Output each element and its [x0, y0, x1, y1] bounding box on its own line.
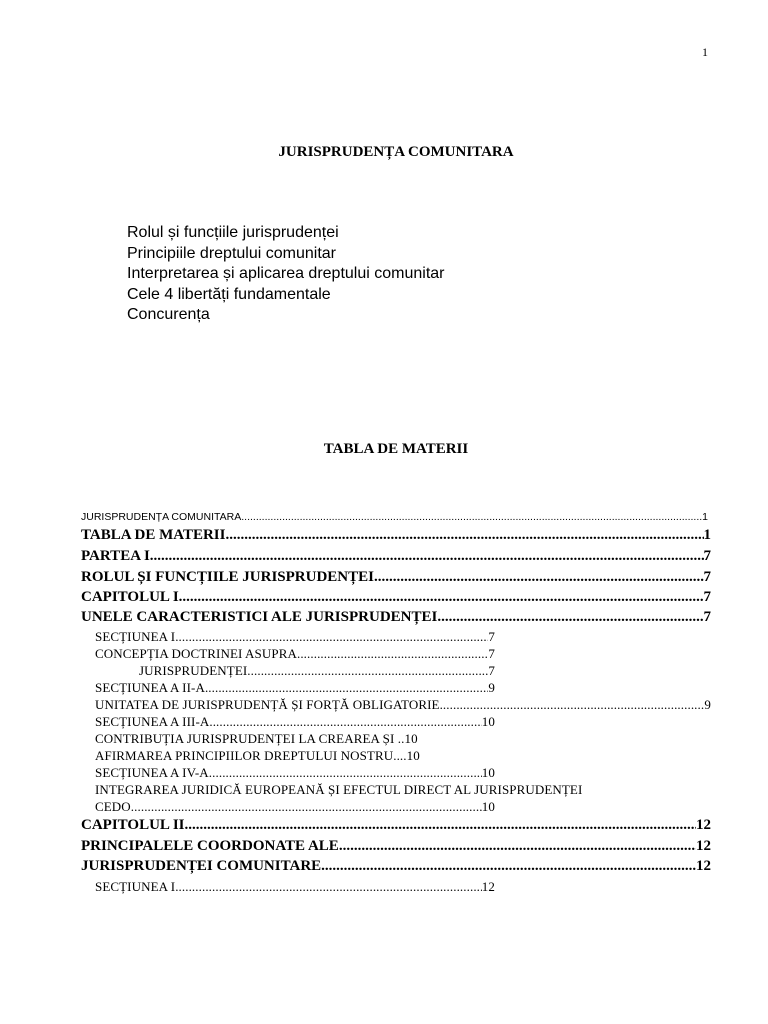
- toc-title: TABLA DE MATERII: [323, 441, 469, 457]
- toc-entry-text: AFIRMAREA PRINCIPIILOR DREPTULUI NOSTRU....: [95, 748, 407, 763]
- toc-leader: [179, 589, 704, 606]
- toc-leader: [225, 527, 703, 544]
- toc-leader: [241, 511, 702, 523]
- toc-entry[interactable]: [95, 697, 711, 713]
- toc-entry-page: 10: [406, 748, 420, 763]
- toc-entry-page: 10: [404, 731, 418, 746]
- toc-entry-page: 12: [696, 838, 711, 854]
- toc-entry-text: ROLUL ȘI FUNCȚIILE JURISPRUDENȚEI: [81, 569, 374, 585]
- toc-entry-page: 10: [481, 799, 495, 814]
- toc-entry-text: UNELE CARACTERISTICI ALE JURISPRUDENȚEI: [81, 609, 438, 625]
- toc-entry-text: TABLA DE MATERII: [81, 527, 226, 543]
- toc-entry[interactable]: [81, 569, 711, 586]
- toc-leader: [339, 838, 696, 855]
- toc-leader: [185, 817, 696, 834]
- topic-item: Rolul și funcțiile jurisprudenței: [127, 224, 339, 241]
- toc-entry[interactable]: [95, 765, 495, 781]
- toc-entry-page: 7: [703, 589, 711, 605]
- toc-entry[interactable]: [81, 609, 711, 626]
- toc-entry[interactable]: [81, 511, 708, 523]
- toc-entry-text: PARTEA I: [81, 548, 150, 564]
- toc-entry-page: 1: [702, 511, 708, 523]
- toc-entry-text: SECȚIUNEA I: [95, 629, 176, 644]
- topic-item: Principiile dreptului comunitar: [127, 244, 336, 262]
- toc-entry[interactable]: [95, 680, 495, 696]
- toc-leader: [175, 629, 488, 645]
- toc-entry[interactable]: [81, 548, 711, 565]
- toc-entry-text: JURISPRUDENȚEI COMUNITARE: [81, 858, 322, 874]
- topic-item: Concurența: [127, 306, 210, 323]
- toc-entry[interactable]: [95, 799, 495, 815]
- toc-entry[interactable]: [95, 731, 495, 747]
- toc-entry-page: 12: [481, 879, 495, 894]
- toc-entry-page: 7: [488, 646, 495, 661]
- toc-leader: [150, 548, 704, 565]
- toc-entry-text: SECȚIUNEA A IV-A: [95, 765, 209, 780]
- toc-leader: [437, 609, 703, 626]
- toc-entry-text: CAPITOLUL I: [81, 589, 179, 605]
- toc-entry[interactable]: [81, 838, 711, 855]
- toc-entry-page: 7: [703, 609, 711, 625]
- toc-entry[interactable]: [95, 714, 495, 730]
- toc-entry-text: SECȚIUNEA A II-A: [95, 680, 205, 695]
- toc-entry[interactable]: [81, 817, 711, 834]
- document-title: JURISPRUDENȚA COMUNITARA: [278, 144, 514, 160]
- toc-entry-page: 12: [696, 817, 711, 833]
- toc-entry[interactable]: [139, 663, 495, 679]
- toc-entry-page: 7: [703, 569, 711, 585]
- toc-entry-text: CAPITOLUL II: [81, 817, 185, 833]
- toc-entry[interactable]: [95, 646, 495, 662]
- toc-entry-page: 7: [703, 548, 711, 564]
- toc-entry-text: JURISPRUDENȚEI: [139, 663, 248, 678]
- toc-leader: [209, 714, 481, 730]
- toc-entry-page: 7: [488, 629, 495, 644]
- toc-leader: [297, 646, 488, 662]
- toc-entry[interactable]: [81, 589, 711, 606]
- toc-entry[interactable]: [95, 879, 495, 895]
- toc-leader: [175, 879, 482, 895]
- toc-entry-text: PRINCIPALELE COORDONATE ALE: [81, 838, 339, 854]
- toc-entry-text: CONTRIBUȚIA JURISPRUDENȚEI LA CREAREA ȘI ..: [95, 731, 405, 746]
- topic-item: Cele 4 libertăți fundamentale: [127, 285, 331, 303]
- toc-entry-text: CEDO: [95, 799, 131, 814]
- toc-entry-page: 9: [704, 697, 711, 712]
- toc-leader: [209, 765, 482, 781]
- toc-entry-page: 1: [703, 527, 711, 543]
- toc-leader: [205, 680, 488, 696]
- toc-entry[interactable]: [81, 858, 711, 875]
- toc-leader: [440, 697, 705, 713]
- toc-entry-page: 7: [488, 663, 495, 678]
- toc-entry-text: CONCEPȚIA DOCTRINEI ASUPRA: [95, 646, 297, 661]
- toc-entry-text: UNITATEA DE JURISPRUDENȚĂ ȘI FORȚĂ OBLIGATORIE: [95, 697, 440, 712]
- toc-entry-page: 10: [481, 765, 495, 780]
- toc-leader: [374, 569, 704, 586]
- toc-entry[interactable]: [81, 527, 711, 544]
- toc-entry-page: 12: [696, 858, 711, 874]
- toc-entry-text: SECȚIUNEA I: [95, 879, 176, 894]
- toc-entry[interactable]: [95, 629, 495, 645]
- toc-entry-text: SECȚIUNEA A III-A: [95, 714, 210, 729]
- toc-entry-text[interactable]: INTEGRAREA JURIDICĂ EUROPEANĂ ȘI EFECTUL DIRECT AL JURISPRUDENȚEI: [95, 782, 583, 797]
- toc-leader: [247, 663, 488, 679]
- toc-entry-text: JURISPRUDENȚA COMUNITARA: [81, 511, 242, 523]
- toc-leader: [131, 799, 482, 815]
- toc-entry-page: 9: [488, 680, 495, 695]
- toc-entry-page: 10: [481, 714, 495, 729]
- toc-entry[interactable]: [95, 748, 495, 764]
- page-number: 1: [702, 45, 708, 59]
- topic-item: Interpretarea și aplicarea dreptului comunitar: [127, 265, 445, 282]
- toc-leader: [321, 858, 696, 875]
